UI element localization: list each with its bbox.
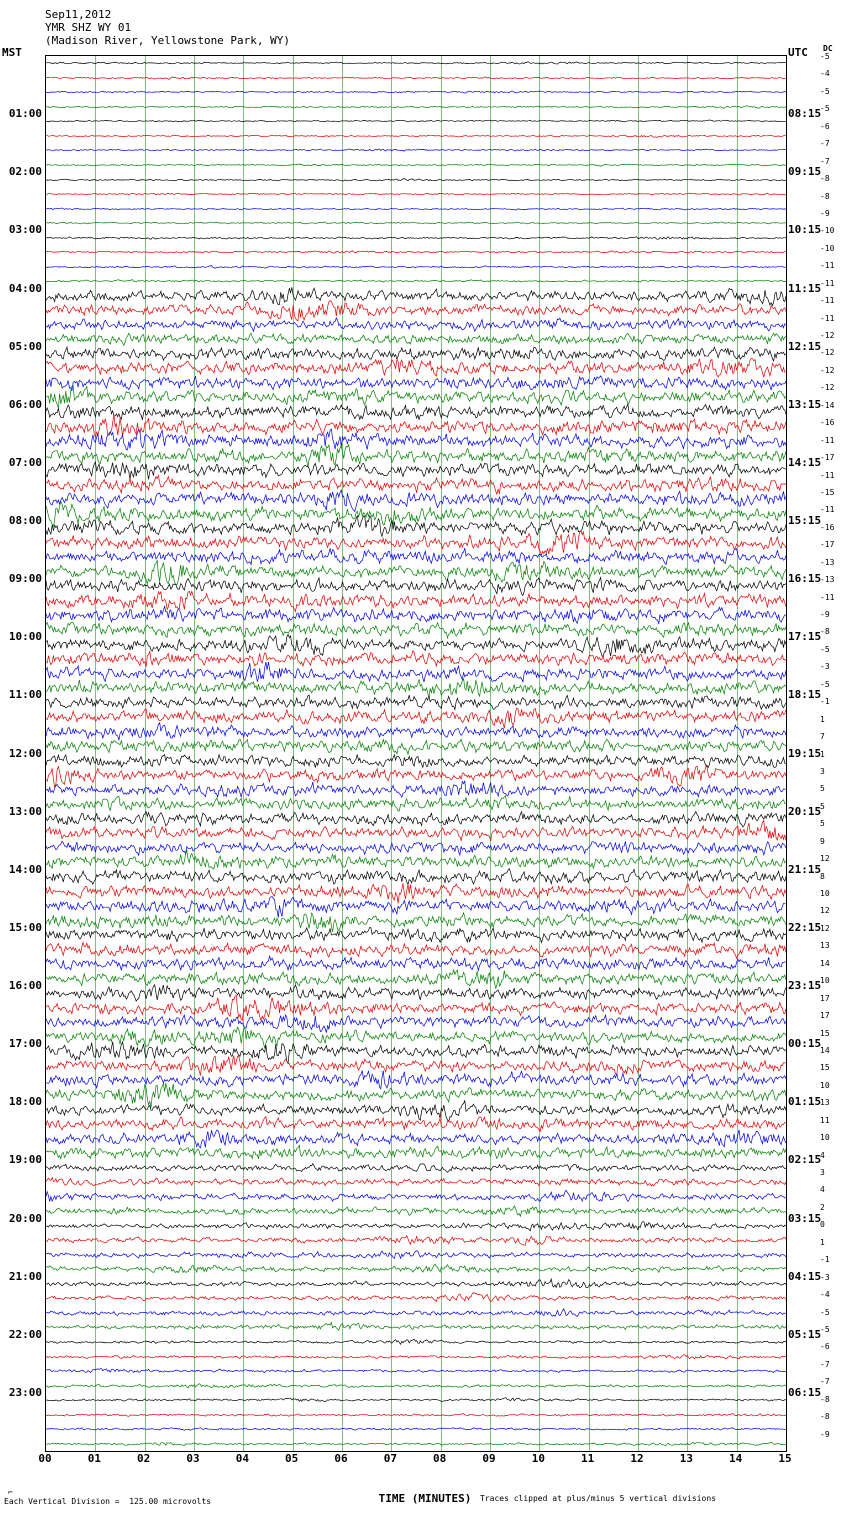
right-time-tick: 18:15 <box>788 688 822 702</box>
x-axis-tick: 12 <box>630 1452 644 1465</box>
left-time-tick: 09:00 <box>8 572 42 586</box>
dc-value-tick: -5 <box>820 1307 830 1317</box>
x-axis-tick: 13 <box>679 1452 693 1465</box>
x-axis-tick: 05 <box>285 1452 299 1465</box>
header-station: YMR SHZ WY 01 <box>45 21 132 34</box>
dc-value-tick: -7 <box>820 156 830 166</box>
dc-value-tick: -4 <box>820 69 830 79</box>
left-time-tick: 13:00 <box>8 804 42 818</box>
dc-value-tick: -11 <box>820 505 835 515</box>
x-axis-title: TIME (MINUTES) <box>378 1492 472 1505</box>
right-time-tick: 12:15 <box>788 339 822 353</box>
dc-axis-label: DC <box>823 44 833 53</box>
dc-value-tick: 8 <box>820 871 825 881</box>
dc-value-tick: -3 <box>820 662 830 672</box>
dc-value-tick: -5 <box>820 104 830 114</box>
dc-value-tick: -6 <box>820 1342 830 1352</box>
left-time-tick: 18:00 <box>8 1095 42 1109</box>
dc-value-tick: 10 <box>820 1080 830 1090</box>
dc-value-tick: 5 <box>820 801 825 811</box>
right-time-tick: 09:15 <box>788 165 822 179</box>
dc-value-tick: -13 <box>820 575 835 585</box>
dc-value-tick: 9 <box>820 836 825 846</box>
dc-value-tick: -1 <box>820 1255 830 1265</box>
right-time-tick: 14:15 <box>788 455 822 469</box>
right-time-tick: 13:15 <box>788 397 822 411</box>
left-time-tick: 07:00 <box>8 455 42 469</box>
right-time-tick: 19:15 <box>788 746 822 760</box>
dc-value-tick: -11 <box>820 592 835 602</box>
x-axis-tick: 09 <box>482 1452 496 1465</box>
x-axis-tick: 11 <box>581 1452 595 1465</box>
left-time-tick: 11:00 <box>8 688 42 702</box>
dc-value-tick: -7 <box>820 1359 830 1369</box>
dc-value-tick: -12 <box>820 348 835 358</box>
dc-value-tick: -1 <box>820 697 830 707</box>
x-axis-tick: 06 <box>334 1452 348 1465</box>
dc-value-tick: 10 <box>820 1133 830 1143</box>
dc-value-tick: 15 <box>820 1028 830 1038</box>
dc-value-tick: 1 <box>820 714 825 724</box>
dc-value-tick: -9 <box>820 1429 830 1439</box>
dc-value-tick: -7 <box>820 139 830 149</box>
clip-note: Traces clipped at plus/minus 5 vertical divisions <box>480 1494 717 1503</box>
seismogram-trace <box>46 1431 786 1452</box>
dc-value-tick: -10 <box>820 226 835 236</box>
header-date: Sep11,2012 <box>45 8 112 21</box>
dc-value-tick: 12 <box>820 923 830 933</box>
dc-value-tick: 5 <box>820 784 825 794</box>
dc-value-tick: -17 <box>820 540 835 550</box>
dc-value-tick: -9 <box>820 610 830 619</box>
left-time-tick: 05:00 <box>8 339 42 353</box>
dc-value-tick: -6 <box>820 121 830 131</box>
dc-value-tick: 1 <box>820 1237 825 1247</box>
dc-value-tick: 4 <box>820 1150 825 1160</box>
dc-value-tick: -8 <box>820 1394 830 1404</box>
right-time-tick: 16:15 <box>788 572 822 586</box>
left-time-tick: 10:00 <box>8 630 42 644</box>
dc-value-tick: -11 <box>820 313 835 323</box>
right-time-tick: 02:15 <box>788 1153 822 1167</box>
right-time-tick: 10:15 <box>788 223 822 237</box>
dc-value-tick: 0 <box>820 1220 825 1230</box>
right-time-tick: 22:15 <box>788 920 822 934</box>
header-location: (Madison River, Yellowstone Park, WY) <box>45 34 291 47</box>
x-axis-tick: 08 <box>433 1452 447 1465</box>
dc-value-tick: -11 <box>820 261 835 271</box>
dc-value-tick: -8 <box>820 627 830 637</box>
right-time-tick: 17:15 <box>788 630 822 644</box>
x-axis-tick: 07 <box>383 1452 397 1465</box>
dc-value-tick: -8 <box>820 174 830 184</box>
dc-value-tick: -16 <box>820 418 835 428</box>
dc-value-tick: -14 <box>820 400 835 410</box>
left-time-tick: 01:00 <box>8 107 42 121</box>
dc-value-tick: 10 <box>820 976 830 986</box>
x-axis-tick: 14 <box>729 1452 743 1465</box>
left-time-tick: 14:00 <box>8 862 42 876</box>
dc-value-tick: 17 <box>820 993 830 1003</box>
dc-value-tick: -10 <box>820 243 835 253</box>
dc-value-tick: -7 <box>820 1377 830 1387</box>
left-time-tick: 21:00 <box>8 1269 42 1283</box>
scale-note: Each Vertical Division = 125.00 microvolts <box>4 1497 212 1506</box>
dc-value-tick: -11 <box>820 278 835 288</box>
x-axis-tick: 02 <box>137 1452 151 1465</box>
dc-value-tick: -13 <box>820 557 835 567</box>
dc-value-tick: 13 <box>820 1098 830 1108</box>
right-time-tick: 23:15 <box>788 979 822 992</box>
left-time-tick: 03:00 <box>8 223 42 237</box>
x-axis-tick: 10 <box>531 1452 545 1465</box>
x-axis-tick: 01 <box>87 1452 101 1465</box>
right-time-tick: 21:15 <box>788 862 822 876</box>
left-axis-label: MST <box>2 46 22 59</box>
dc-value-tick: -17 <box>820 453 835 463</box>
dc-value-tick: -5 <box>820 86 830 96</box>
left-time-tick: 19:00 <box>8 1153 42 1167</box>
dc-value-tick: -5 <box>820 1324 830 1334</box>
left-time-tick: 02:00 <box>8 165 42 179</box>
dc-value-tick: 7 <box>820 732 825 742</box>
right-time-tick: 08:15 <box>788 107 822 121</box>
dc-value-tick: 10 <box>820 889 830 898</box>
dc-value-tick: 14 <box>820 1045 830 1055</box>
dc-value-tick: -4 <box>820 1290 830 1300</box>
dc-value-tick: 17 <box>820 1011 830 1021</box>
dc-value-tick: -16 <box>820 522 835 532</box>
right-time-tick: 15:15 <box>788 514 822 527</box>
left-time-tick: 04:00 <box>8 281 42 295</box>
right-time-tick: 01:15 <box>788 1095 822 1109</box>
dc-value-tick: 12 <box>820 906 830 916</box>
left-time-tick: 08:00 <box>8 514 42 527</box>
left-time-tick: 15:00 <box>8 920 42 934</box>
dc-value-tick: -12 <box>820 331 835 340</box>
right-time-tick: 03:15 <box>788 1211 822 1225</box>
right-time-tick: 11:15 <box>788 281 822 295</box>
dc-value-tick: -5 <box>820 52 830 61</box>
dc-value-tick: 5 <box>820 819 825 829</box>
dc-value-tick: 13 <box>820 941 830 951</box>
dc-value-tick: -5 <box>820 644 830 654</box>
dc-value-tick: 15 <box>820 1063 830 1073</box>
dc-value-tick: -8 <box>820 191 830 201</box>
x-axis-tick: 03 <box>186 1452 200 1465</box>
left-time-tick: 23:00 <box>8 1385 42 1399</box>
dc-value-tick: -11 <box>820 435 835 445</box>
dc-value-tick: 3 <box>820 1168 825 1177</box>
dc-value-tick: 1 <box>820 749 825 759</box>
scale-tick-mark: ⌐ <box>8 1488 13 1497</box>
right-time-tick: 20:15 <box>788 804 822 818</box>
dc-value-tick: -5 <box>820 679 830 689</box>
right-time-tick: 04:15 <box>788 1269 822 1283</box>
left-time-tick: 20:00 <box>8 1211 42 1225</box>
left-time-tick: 06:00 <box>8 397 42 411</box>
x-axis-tick: 00 <box>38 1452 52 1465</box>
dc-value-tick: -11 <box>820 470 835 480</box>
right-time-tick: 00:15 <box>788 1037 822 1051</box>
left-time-tick: 12:00 <box>8 746 42 760</box>
x-axis-tick: 04 <box>235 1452 249 1465</box>
dc-value-tick: -15 <box>820 487 835 497</box>
dc-value-tick: -8 <box>820 1412 830 1422</box>
dc-value-tick: -12 <box>820 365 835 375</box>
dc-value-tick: -9 <box>820 208 830 218</box>
left-time-tick: 16:00 <box>8 979 42 992</box>
x-axis-tick: 15 <box>778 1452 792 1465</box>
left-time-tick: 17:00 <box>8 1037 42 1051</box>
dc-value-tick: 2 <box>820 1202 825 1212</box>
dc-value-tick: -12 <box>820 383 835 393</box>
dc-value-tick: 12 <box>820 854 830 864</box>
dc-value-tick: 3 <box>820 766 825 776</box>
seismogram-plot-area <box>45 55 787 1452</box>
right-axis-label: UTC <box>788 46 808 59</box>
dc-value-tick: 11 <box>820 1115 830 1125</box>
right-time-tick: 05:15 <box>788 1327 822 1341</box>
left-time-tick: 22:00 <box>8 1327 42 1341</box>
right-time-tick: 06:15 <box>788 1385 822 1399</box>
dc-value-tick: 4 <box>820 1185 825 1195</box>
dc-value-tick: -3 <box>820 1272 830 1282</box>
dc-value-tick: -11 <box>820 296 835 306</box>
dc-value-tick: 14 <box>820 958 830 968</box>
